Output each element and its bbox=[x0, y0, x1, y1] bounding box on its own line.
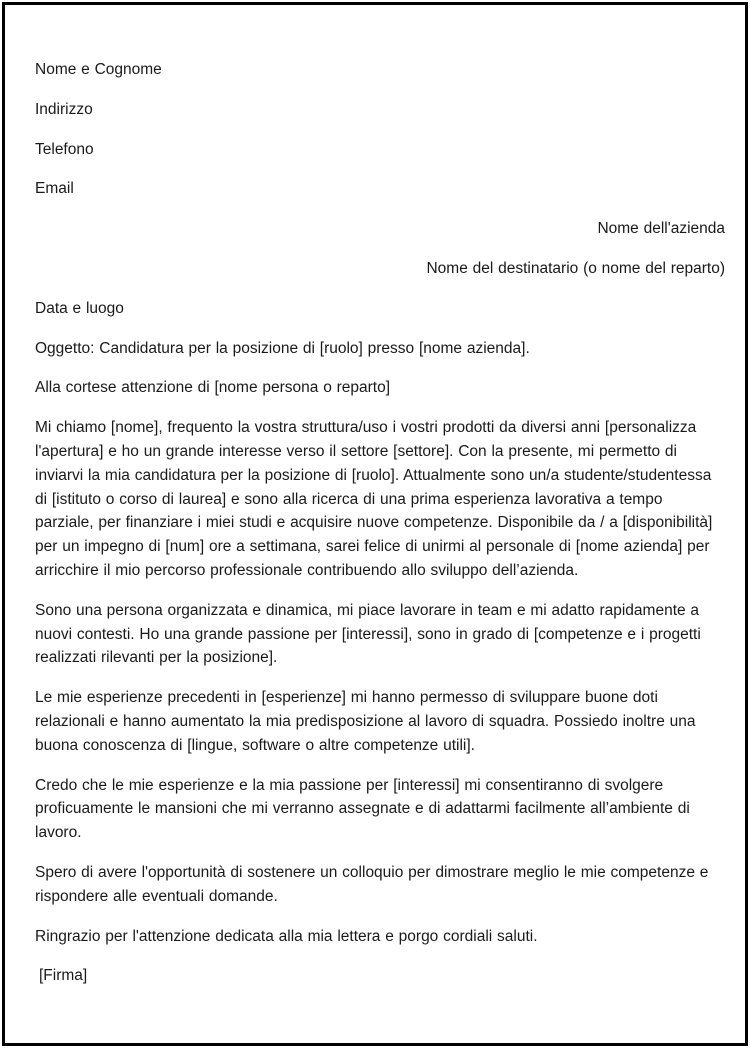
body-paragraph-experience: Le mie esperienze precedenti in [esperienze] mi hanno permesso di sviluppare buone doti relazionali e hanno aumentato la mia predisposizione al lavoro di squadra. Possiedo inoltre una buona conoscenza di [lingue, software o altre competenze utili]. bbox=[35, 689, 696, 754]
recipient-name-line: Nome del destinatario (o nome del reparto) bbox=[426, 259, 725, 277]
date-place-line: Data e luogo bbox=[35, 299, 124, 317]
body-paragraph-intro: Mi chiamo [nome], frequento la vostra struttura/uso i vostri prodotti da diversi anni [personalizza l'apertura] e ho un grande interesse verso il settore [settore]. Con la presente, mi permetto di inviarvi la mia candidatura per la posizione di [ruolo]. Attualmente sono un/a studente/studentessa di [istituto o corso di laurea] e sono alla ricerca di una prima esperienza lavorativa a tempo parziale, per finanziare i miei studi e acquisire nuove competenze. Disponibile da / a [disponibilità] per un impegno di [num] ore a settimana, sarei felice di unirmi al personale di [nome azienda] per arricchire il mio percorso professionale contribuendo allo sviluppo dell’azienda. bbox=[35, 419, 713, 579]
letter-page bbox=[2, 2, 748, 1046]
subject-line: Oggetto: Candidatura per la posizione di [ruolo] presso [nome azienda]. bbox=[35, 339, 530, 357]
sender-phone-line: Telefono bbox=[35, 140, 94, 158]
body-paragraph-personality: Sono una persona organizzata e dinamica, mi piace lavorare in team e mi adatto rapidamente a nuovi contesti. Ho una grande passione per [interessi], sono in grado di [competenze e i progetti realizzati rilevanti per la posizione]. bbox=[35, 601, 701, 667]
sender-email-line: Email bbox=[35, 180, 74, 198]
salutation-line: Alla cortese attenzione di [nome persona o reparto] bbox=[35, 379, 391, 397]
body-paragraph-fit: Credo che le mie esperienze e la mia passione per [interessi] mi consentiranno di svolgere proficuamente le mansioni che mi verranno assegnate e di adattarmi facilmente all’ambiente di lavoro. bbox=[35, 776, 690, 842]
sender-name-line: Nome e Cognome bbox=[35, 61, 162, 78]
body-paragraph-interview-request: Spero di avere l'opportunità di sostenere un colloquio per dimostrare meglio le mie competenze e rispondere alle eventuali domande. bbox=[35, 863, 709, 905]
body-paragraph-thanks: Ringrazio per l'attenzione dedicata alla mia lettera e porgo cordiali saluti. bbox=[35, 927, 538, 945]
sender-address-line: Indirizzo bbox=[35, 100, 93, 118]
company-name-line: Nome dell'azienda bbox=[597, 220, 725, 238]
signature-placeholder: [Firma] bbox=[39, 967, 88, 985]
